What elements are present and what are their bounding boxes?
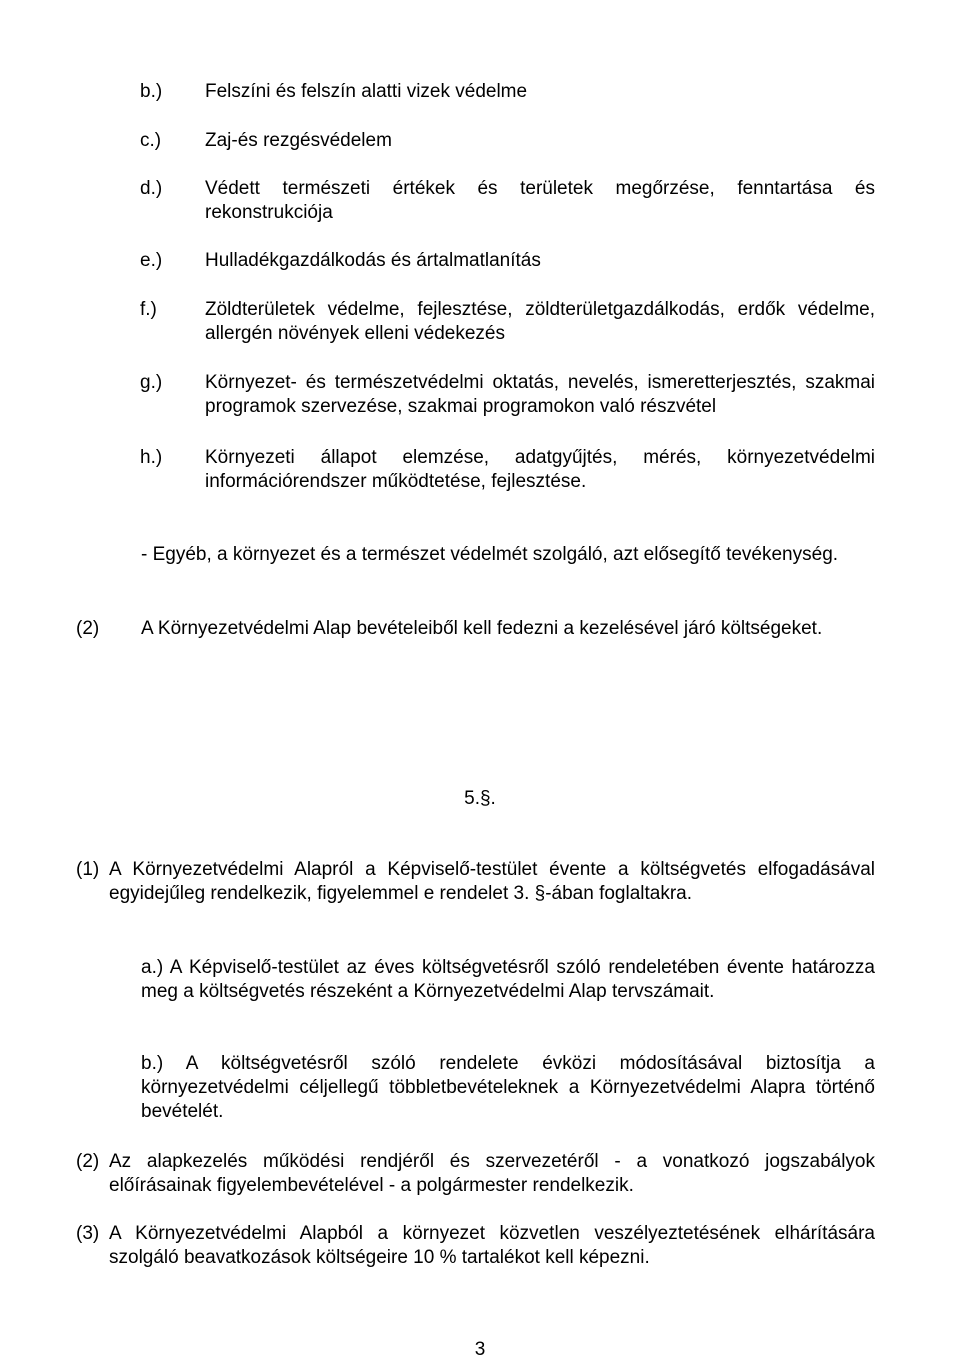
- list-text: Zöldterületek védelme, fejlesztése, zöldterületgazdálkodás, erdők védelme, allergén növények elleni védekezés: [205, 299, 875, 344]
- list-label: h.): [140, 447, 163, 468]
- list-text: Zaj-és rezgésvédelem: [205, 130, 392, 151]
- subsection-3-text: A Környezetvédelmi Alapból a környezet közvetlen veszélyeztetésének elhárítására szolgáló beavatkozások költségeire 10 % tartalékot kell képezni.: [109, 1223, 875, 1268]
- list-text: Környezeti állapot elemzése, adatgyűjtés, mérés, környezetvédelmi információrendszer működtetése, fejlesztése.: [205, 447, 875, 492]
- list-text: Hulladékgazdálkodás és ártalmatlanítás: [205, 250, 541, 271]
- list-label: g.): [140, 372, 163, 393]
- subsection-2-text: Az alapkezelés működési rendjéről és szervezetéről - a vonatkozó jogszabályok előírásainak figyelembevételével - a polgármester rendelkezik.: [109, 1151, 875, 1196]
- list-label: f.): [140, 299, 157, 320]
- subsection-1a-text: a.) A Képviselő-testület az éves költségvetésről szóló rendeletében évente határozza meg a költségvetés részeként a Környezetvédelmi Alap tervszámait.: [141, 957, 875, 1002]
- list-text: Környezet- és természetvédelmi oktatás, nevelés, ismeretterjesztés, szakmai programok szervezése, szakmai programokon való részvétel: [205, 372, 875, 417]
- list-label: d.): [140, 178, 163, 199]
- list-label: b.): [140, 81, 163, 102]
- subsection-1-text: A Környezetvédelmi Alapról a Képviselő-testület évente a költségvetés elfogadásával egyidejűleg rendelkezik, figyelemmel e rendelet 3. §-ában foglaltakra.: [109, 859, 875, 904]
- list-text: Védett természeti értékek és területek megőrzése, fenntartása és rekonstrukciója: [205, 178, 875, 223]
- list-label: e.): [140, 250, 163, 271]
- subsection-1b-text: b.) A költségvetésről szóló rendelete évközi módosításával biztosítja a környezetvédelmi céljellegű többletbevételeknek a Környezetvédelmi Alapra történő bevételét.: [141, 1053, 875, 1122]
- paragraph-text: A Környezetvédelmi Alap bevételeiből kell fedezni a kezelésével járó költségeket.: [141, 618, 823, 639]
- other-activity: - Egyéb, a környezet és a természet védelmét szolgáló, azt elősegítő tevékenység.: [141, 544, 839, 565]
- page-number: 3: [474, 1339, 486, 1360]
- list-text: Felszíni és felszín alatti vizek védelme: [205, 81, 528, 102]
- subsection-number: (3): [76, 1223, 100, 1244]
- subsection-number: (2): [76, 1151, 100, 1172]
- subsection-number: (1): [76, 859, 100, 880]
- list-label: c.): [140, 130, 162, 151]
- paragraph-number: (2): [76, 618, 100, 639]
- section-heading: 5.§.: [464, 788, 496, 809]
